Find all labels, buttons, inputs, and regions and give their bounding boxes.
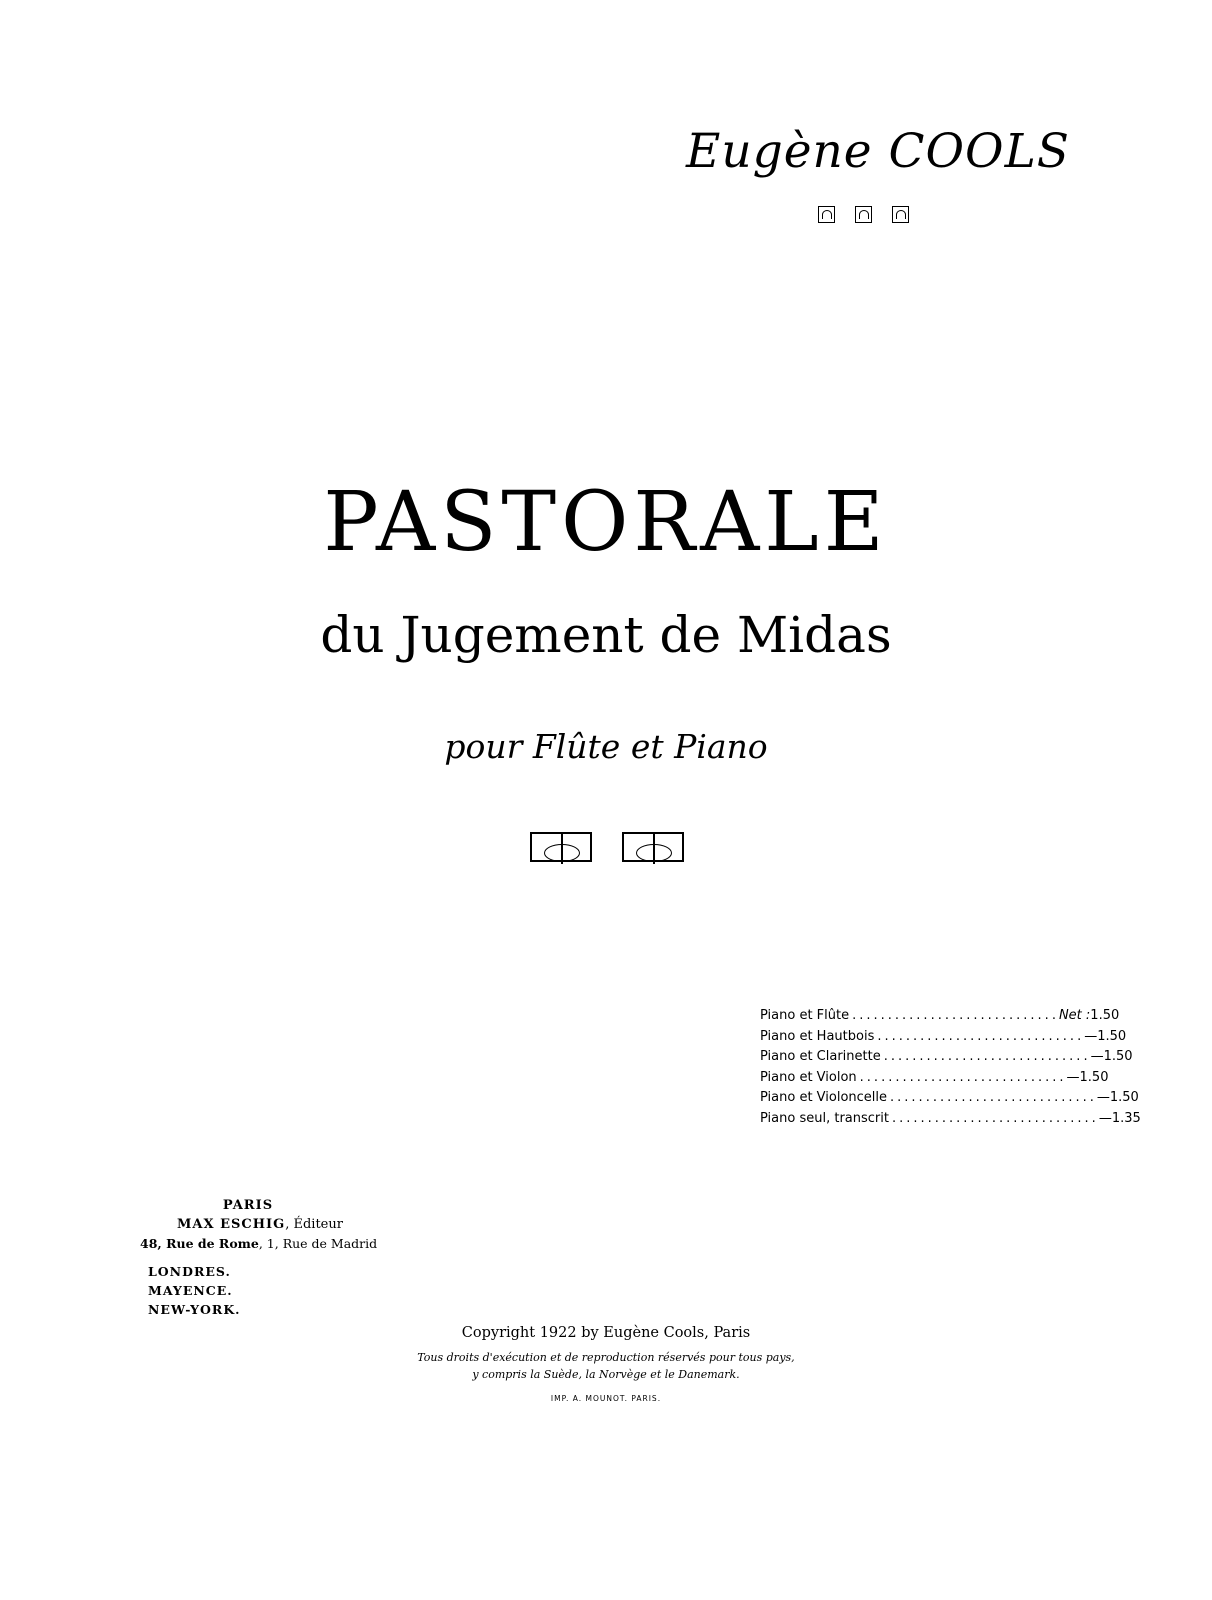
price-row <box>760 1027 1127 1048</box>
price-label: Piano et Flûte <box>760 1008 850 1023</box>
price-label: Piano et Hautbois <box>760 1028 875 1044</box>
price-net: — <box>1090 1049 1104 1064</box>
price-row <box>760 1109 1141 1130</box>
publisher-address <box>140 1234 380 1253</box>
price-amount: 1.50 <box>1103 1049 1133 1064</box>
instrumentation: pour Flûte et Piano <box>444 727 768 766</box>
price-row <box>760 1006 1120 1027</box>
price-label: Piano et Violoncelle <box>760 1090 888 1105</box>
publisher-block <box>140 1196 380 1253</box>
small-ornament-row <box>818 206 909 223</box>
branch-city: LONDRES. <box>148 1264 231 1279</box>
large-ornament-row <box>530 832 684 862</box>
composer-name: Eugène COOLS <box>686 124 1070 179</box>
price-row <box>760 1088 1139 1109</box>
price-amount: 1.50 <box>1090 1008 1120 1023</box>
address-street: , Rue de Rome <box>157 1236 259 1251</box>
price-row <box>760 1047 1133 1068</box>
rights-line: y compris la Suède, la Norvège et le Danemark. <box>472 1368 740 1381</box>
leader-dots: ............................. <box>890 1090 1097 1105</box>
vignette-ornament-icon <box>622 832 684 862</box>
publisher-city: PARIS <box>222 1198 274 1213</box>
ornament-icon <box>818 206 835 223</box>
price-net: — <box>1066 1069 1080 1085</box>
price-label: Piano et Clarinette <box>760 1049 881 1064</box>
branch-city: NEW-YORK. <box>148 1302 241 1317</box>
address-number: 48 <box>140 1236 158 1251</box>
rights-notice <box>0 1349 1212 1383</box>
vignette-ornament-icon <box>530 832 592 862</box>
publisher-role: , Éditeur <box>285 1217 343 1232</box>
work-subtitle: du Jugement de Midas <box>320 606 892 664</box>
price-amount: 1.50 <box>1079 1069 1109 1085</box>
leader-dots: ............................. <box>891 1110 1099 1126</box>
price-amount: 1.35 <box>1111 1110 1141 1126</box>
price-amount: 1.50 <box>1097 1028 1127 1044</box>
price-amount: 1.50 <box>1109 1090 1139 1105</box>
ornament-icon <box>892 206 909 223</box>
leader-dots: ............................. <box>859 1069 1067 1085</box>
price-label: Piano et Violon <box>760 1069 857 1085</box>
price-list <box>760 1006 1141 1129</box>
publisher-name-line <box>140 1215 380 1234</box>
rights-line: Tous droits d'exécution et de reproduction réservés pour tous pays, <box>417 1351 795 1364</box>
branch-cities <box>148 1262 241 1319</box>
branch-city: MAYENCE. <box>148 1283 233 1298</box>
price-net: Net : <box>1058 1008 1091 1023</box>
address-rest: , 1, Rue de Madrid <box>258 1236 378 1251</box>
price-label: Piano seul, transcrit <box>760 1110 889 1126</box>
price-net: — <box>1098 1110 1112 1126</box>
price-net: — <box>1096 1090 1110 1105</box>
publisher-name: MAX ESCHIG <box>177 1217 286 1232</box>
leader-dots: ............................. <box>883 1049 1091 1064</box>
price-net: — <box>1084 1028 1098 1044</box>
price-row <box>760 1068 1109 1089</box>
printer-imprint: IMP. A. MOUNOT. PARIS. <box>550 1394 662 1403</box>
ornament-icon <box>855 206 872 223</box>
copyright-notice: Copyright 1922 by Eugène Cools, Paris <box>461 1325 751 1341</box>
leader-dots: ............................. <box>877 1028 1085 1044</box>
work-title: PASTORALE <box>323 475 889 570</box>
leader-dots: ............................. <box>852 1008 1059 1023</box>
